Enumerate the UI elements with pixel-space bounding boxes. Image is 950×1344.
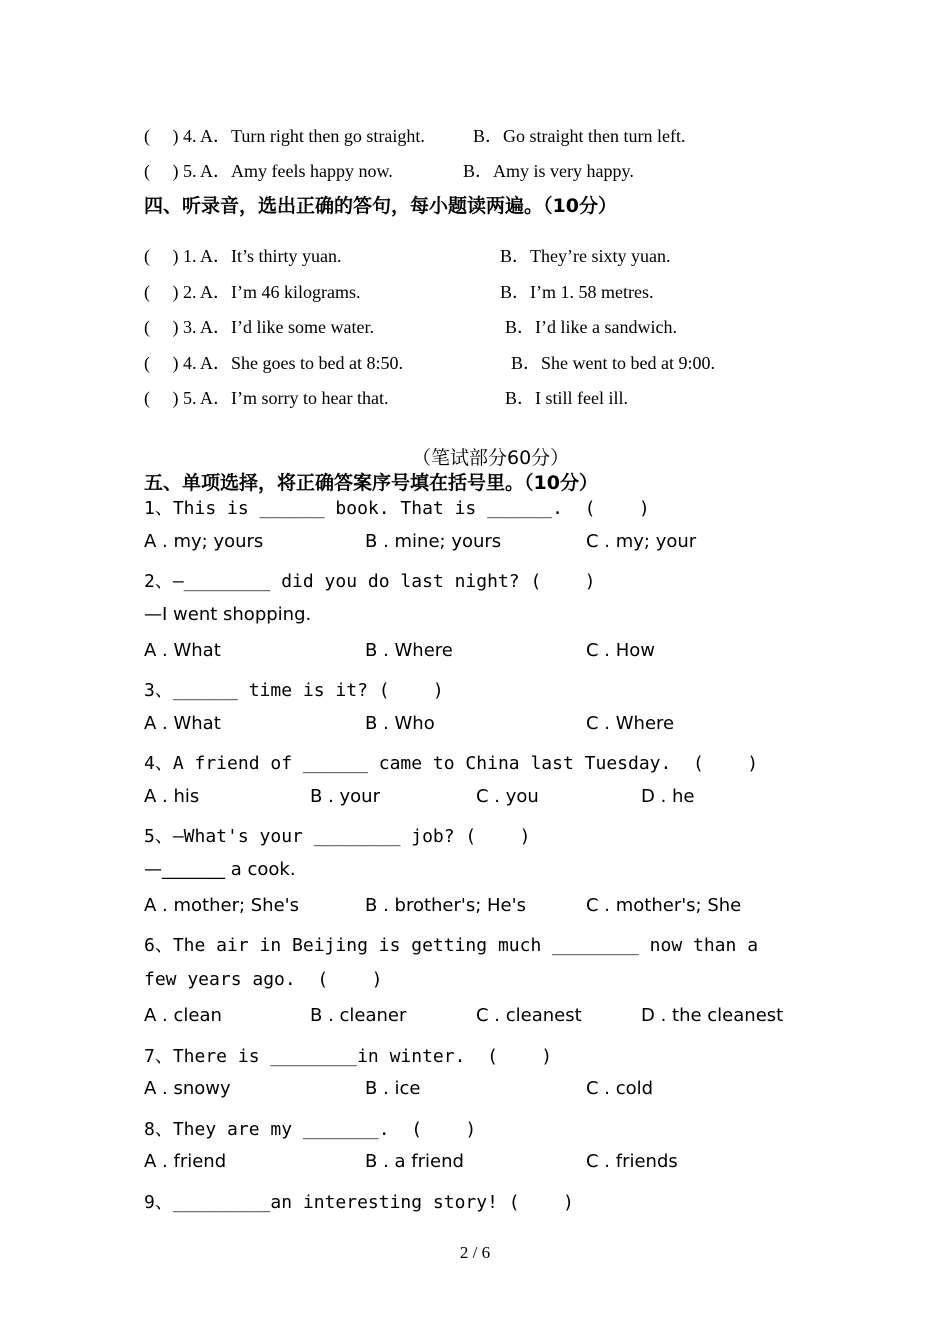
q3-opt-c: C . Where (586, 713, 675, 734)
s4-q2-a: ( ) 2. A．I’m 46 kilograms. (144, 282, 361, 302)
q2-stem: 2、—________ did you do last night? ( ) (144, 571, 596, 592)
q4-opt-d: D . he (641, 786, 695, 807)
s3-q5-b: B．Amy is very happy. (463, 161, 634, 181)
q5-opt-b: B . brother's; He's (365, 895, 526, 916)
q5-opt-a: A . mother; She's (144, 895, 299, 916)
q2-opt-b: B . Where (365, 640, 453, 661)
q4-opt-c: C . you (476, 786, 539, 807)
s4-q5-a: ( ) 5. A．I’m sorry to hear that. (144, 388, 389, 408)
q6-stem-continued: few years ago. ( ) (144, 969, 383, 990)
q1-opt-c: C . my; your (586, 531, 697, 552)
q5-reply: —_______ a cook. (144, 859, 296, 880)
q4-opt-b: B . your (310, 786, 380, 807)
s4-q2-b: B．I’m 1. 58 metres. (500, 282, 654, 302)
q2-opt-a: A . What (144, 640, 221, 661)
s4-q3-b: B．I’d like a sandwich. (505, 317, 677, 337)
section4-heading: 四、听录音，选出正确的答句，每小题读两遍。（10分） (144, 195, 617, 217)
s4-q4-a: ( ) 4. A．She goes to bed at 8:50. (144, 353, 403, 373)
s3-q4-a: ( ) 4. A．Turn right then go straight. (144, 126, 425, 146)
q7-opt-c: C . cold (586, 1078, 654, 1099)
q2-reply: —I went shopping. (144, 604, 312, 625)
q6-opt-b: B . cleaner (310, 1005, 407, 1026)
s4-q1-b: B．They’re sixty yuan. (500, 246, 671, 266)
q8-opt-c: C . friends (586, 1151, 678, 1172)
q9-stem: 9、_________an interesting story! ( ) (144, 1192, 574, 1213)
q2-opt-c: C . How (586, 640, 656, 661)
q5-stem: 5、—What's your ________ job? ( ) (144, 826, 531, 847)
q8-stem: 8、They are my _______. ( ) (144, 1119, 477, 1140)
s4-q4-b: B．She went to bed at 9:00. (511, 353, 715, 373)
q1-stem: 1、This is ______ book. That is ______. ( ) (144, 498, 650, 519)
q6-opt-a: A . clean (144, 1005, 222, 1026)
s4-q3-a: ( ) 3. A．I’d like some water. (144, 317, 374, 337)
q5-opt-c: C . mother's; She (586, 895, 742, 916)
q8-opt-b: B . a friend (365, 1151, 464, 1172)
q8-opt-a: A . friend (144, 1151, 227, 1172)
q7-stem: 7、There is ________in winter. ( ) (144, 1046, 553, 1067)
section5-heading: 五、单项选择，将正确答案序号填在括号里。（10分） (144, 472, 598, 494)
page-number: 2 / 6 (459, 1243, 491, 1262)
q4-opt-a: A . his (144, 786, 200, 807)
q3-opt-a: A . What (144, 713, 221, 734)
written-part-title: （笔试部分60分） (412, 447, 570, 469)
q1-opt-b: B . mine; yours (365, 531, 502, 552)
s4-q5-b: B．I still feel ill. (505, 388, 628, 408)
s3-q4-b: B．Go straight then turn left. (473, 126, 686, 146)
q4-stem: 4、A friend of ______ came to China last Tuesday. ( ) (144, 753, 759, 774)
s3-q5-a: ( ) 5. A．Amy feels happy now. (144, 161, 393, 181)
q6-opt-c: C . cleanest (476, 1005, 582, 1026)
q6-opt-d: D . the cleanest (641, 1005, 784, 1026)
q3-opt-b: B . Who (365, 713, 435, 734)
q6-stem: 6、The air in Beijing is getting much ________ now than a (144, 935, 759, 956)
s4-q1-a: ( ) 1. A．It’s thirty yuan. (144, 246, 342, 266)
q3-stem: 3、______ time is it? ( ) (144, 680, 444, 701)
q7-opt-b: B . ice (365, 1078, 421, 1099)
q7-opt-a: A . snowy (144, 1078, 231, 1099)
q1-opt-a: A . my; yours (144, 531, 264, 552)
